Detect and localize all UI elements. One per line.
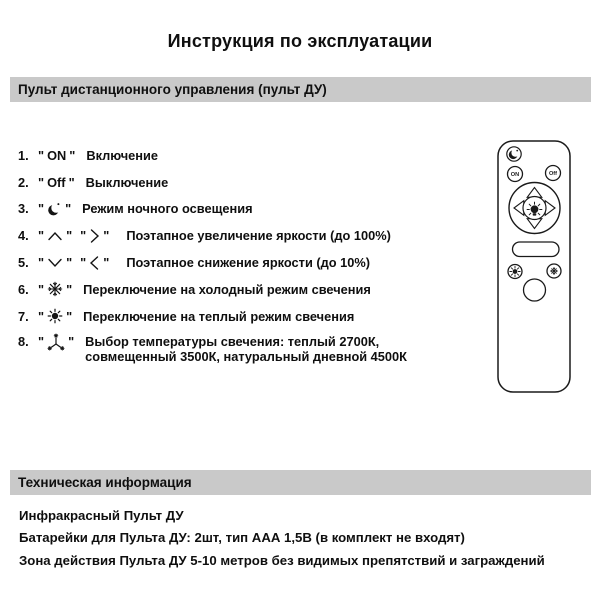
chevron-left-icon (89, 255, 100, 271)
item-number: 7. (18, 308, 29, 324)
remote-round-button (524, 279, 546, 301)
quote-mark: " (66, 281, 73, 297)
list-item (18, 303, 488, 330)
symbol-group (35, 148, 78, 163)
list-item (18, 222, 488, 249)
quote-mark: " (68, 174, 75, 190)
quote-mark: " (65, 201, 72, 217)
item-text: Режим ночного освещения (82, 201, 253, 217)
quote-mark: " (38, 308, 45, 324)
item-text: Поэтапное снижение яркости (до 10%) (126, 255, 370, 271)
list-item (18, 196, 488, 223)
item-number: 5. (18, 255, 29, 271)
item-number: 1. (18, 147, 29, 163)
info-line: Батарейки для Пульта ДУ: 2шт, тип ААА 1,5В (в комплект не входят) (19, 530, 465, 546)
list-item (18, 142, 488, 169)
item-number: 8. (18, 333, 29, 349)
item-number: 3. (18, 201, 29, 217)
tech-info-block (19, 505, 545, 572)
list-item (18, 249, 488, 276)
quote-mark: " (68, 334, 75, 350)
on-button-label: ON (47, 147, 67, 163)
item-text: Выбор температуры свечения: теплый 2700К, совмещенный 3500К, натуральный дневной 4500К (85, 333, 407, 365)
list-item (18, 276, 488, 303)
symbol-group (35, 281, 75, 297)
symbol-group (35, 308, 75, 324)
section-header-tech: Техническая информация (10, 470, 591, 495)
item-text: Переключение на теплый режим свечения (83, 308, 355, 324)
symbol-group (77, 255, 112, 271)
chevron-down-icon (47, 257, 63, 269)
quote-mark: " (103, 228, 110, 244)
cold-snowflake-icon (551, 268, 558, 275)
quote-mark: " (66, 255, 73, 271)
moon-icon (47, 201, 62, 217)
chevron-up-icon (47, 230, 63, 242)
snowflake-icon (47, 281, 63, 297)
quote-mark: " (38, 255, 45, 271)
remote-control-illustration (496, 139, 574, 401)
symbol-group (77, 228, 112, 244)
item-text: Выключение (85, 174, 169, 190)
item-text: Поэтапное увеличение яркости (до 100%) (126, 228, 391, 244)
quote-mark: " (69, 147, 76, 163)
quote-mark: " (66, 308, 73, 324)
chevron-right-icon (89, 228, 100, 244)
quote-mark: " (80, 228, 87, 244)
item-text: Переключение на холодный режим свечения (83, 281, 371, 297)
info-line: Зона действия Пульта ДУ 5-10 метров без видимых препятствий и заграждений (19, 552, 545, 568)
info-line: Инфракрасный Пульт ДУ (19, 508, 184, 523)
quote-mark: " (103, 255, 110, 271)
quote-mark: " (38, 201, 45, 217)
quote-mark: " (38, 147, 45, 163)
sun-icon (47, 308, 63, 324)
list-item (18, 169, 488, 196)
section-header-remote: Пульт дистанционного управления (пульт ДУ) (10, 77, 591, 102)
remote-on-label: ON (510, 172, 520, 179)
symbol-group (35, 333, 77, 351)
symbol-group (35, 175, 78, 190)
quote-mark: " (38, 228, 45, 244)
temp-select-icon (47, 333, 65, 351)
quote-mark: " (80, 255, 87, 271)
instruction-list (18, 142, 488, 365)
item-number: 4. (18, 228, 29, 244)
quote-mark: " (38, 281, 45, 297)
item-text: Включение (86, 147, 158, 163)
item-number: 6. (18, 281, 29, 297)
symbol-group (35, 201, 74, 217)
page-title: Инструкция по эксплуатации (167, 31, 433, 51)
remote-warm-button (508, 265, 522, 279)
quote-mark: " (38, 174, 45, 190)
list-item (18, 330, 488, 365)
remote-dpad (509, 183, 560, 234)
symbol-group (35, 255, 75, 270)
quote-mark: " (66, 228, 73, 244)
remote-pill-button (513, 242, 560, 257)
quote-mark: " (38, 334, 45, 350)
item-number: 2. (18, 174, 29, 190)
remote-off-label: Off (548, 171, 558, 178)
symbol-group (35, 228, 75, 243)
off-button-label: Off (47, 174, 66, 190)
